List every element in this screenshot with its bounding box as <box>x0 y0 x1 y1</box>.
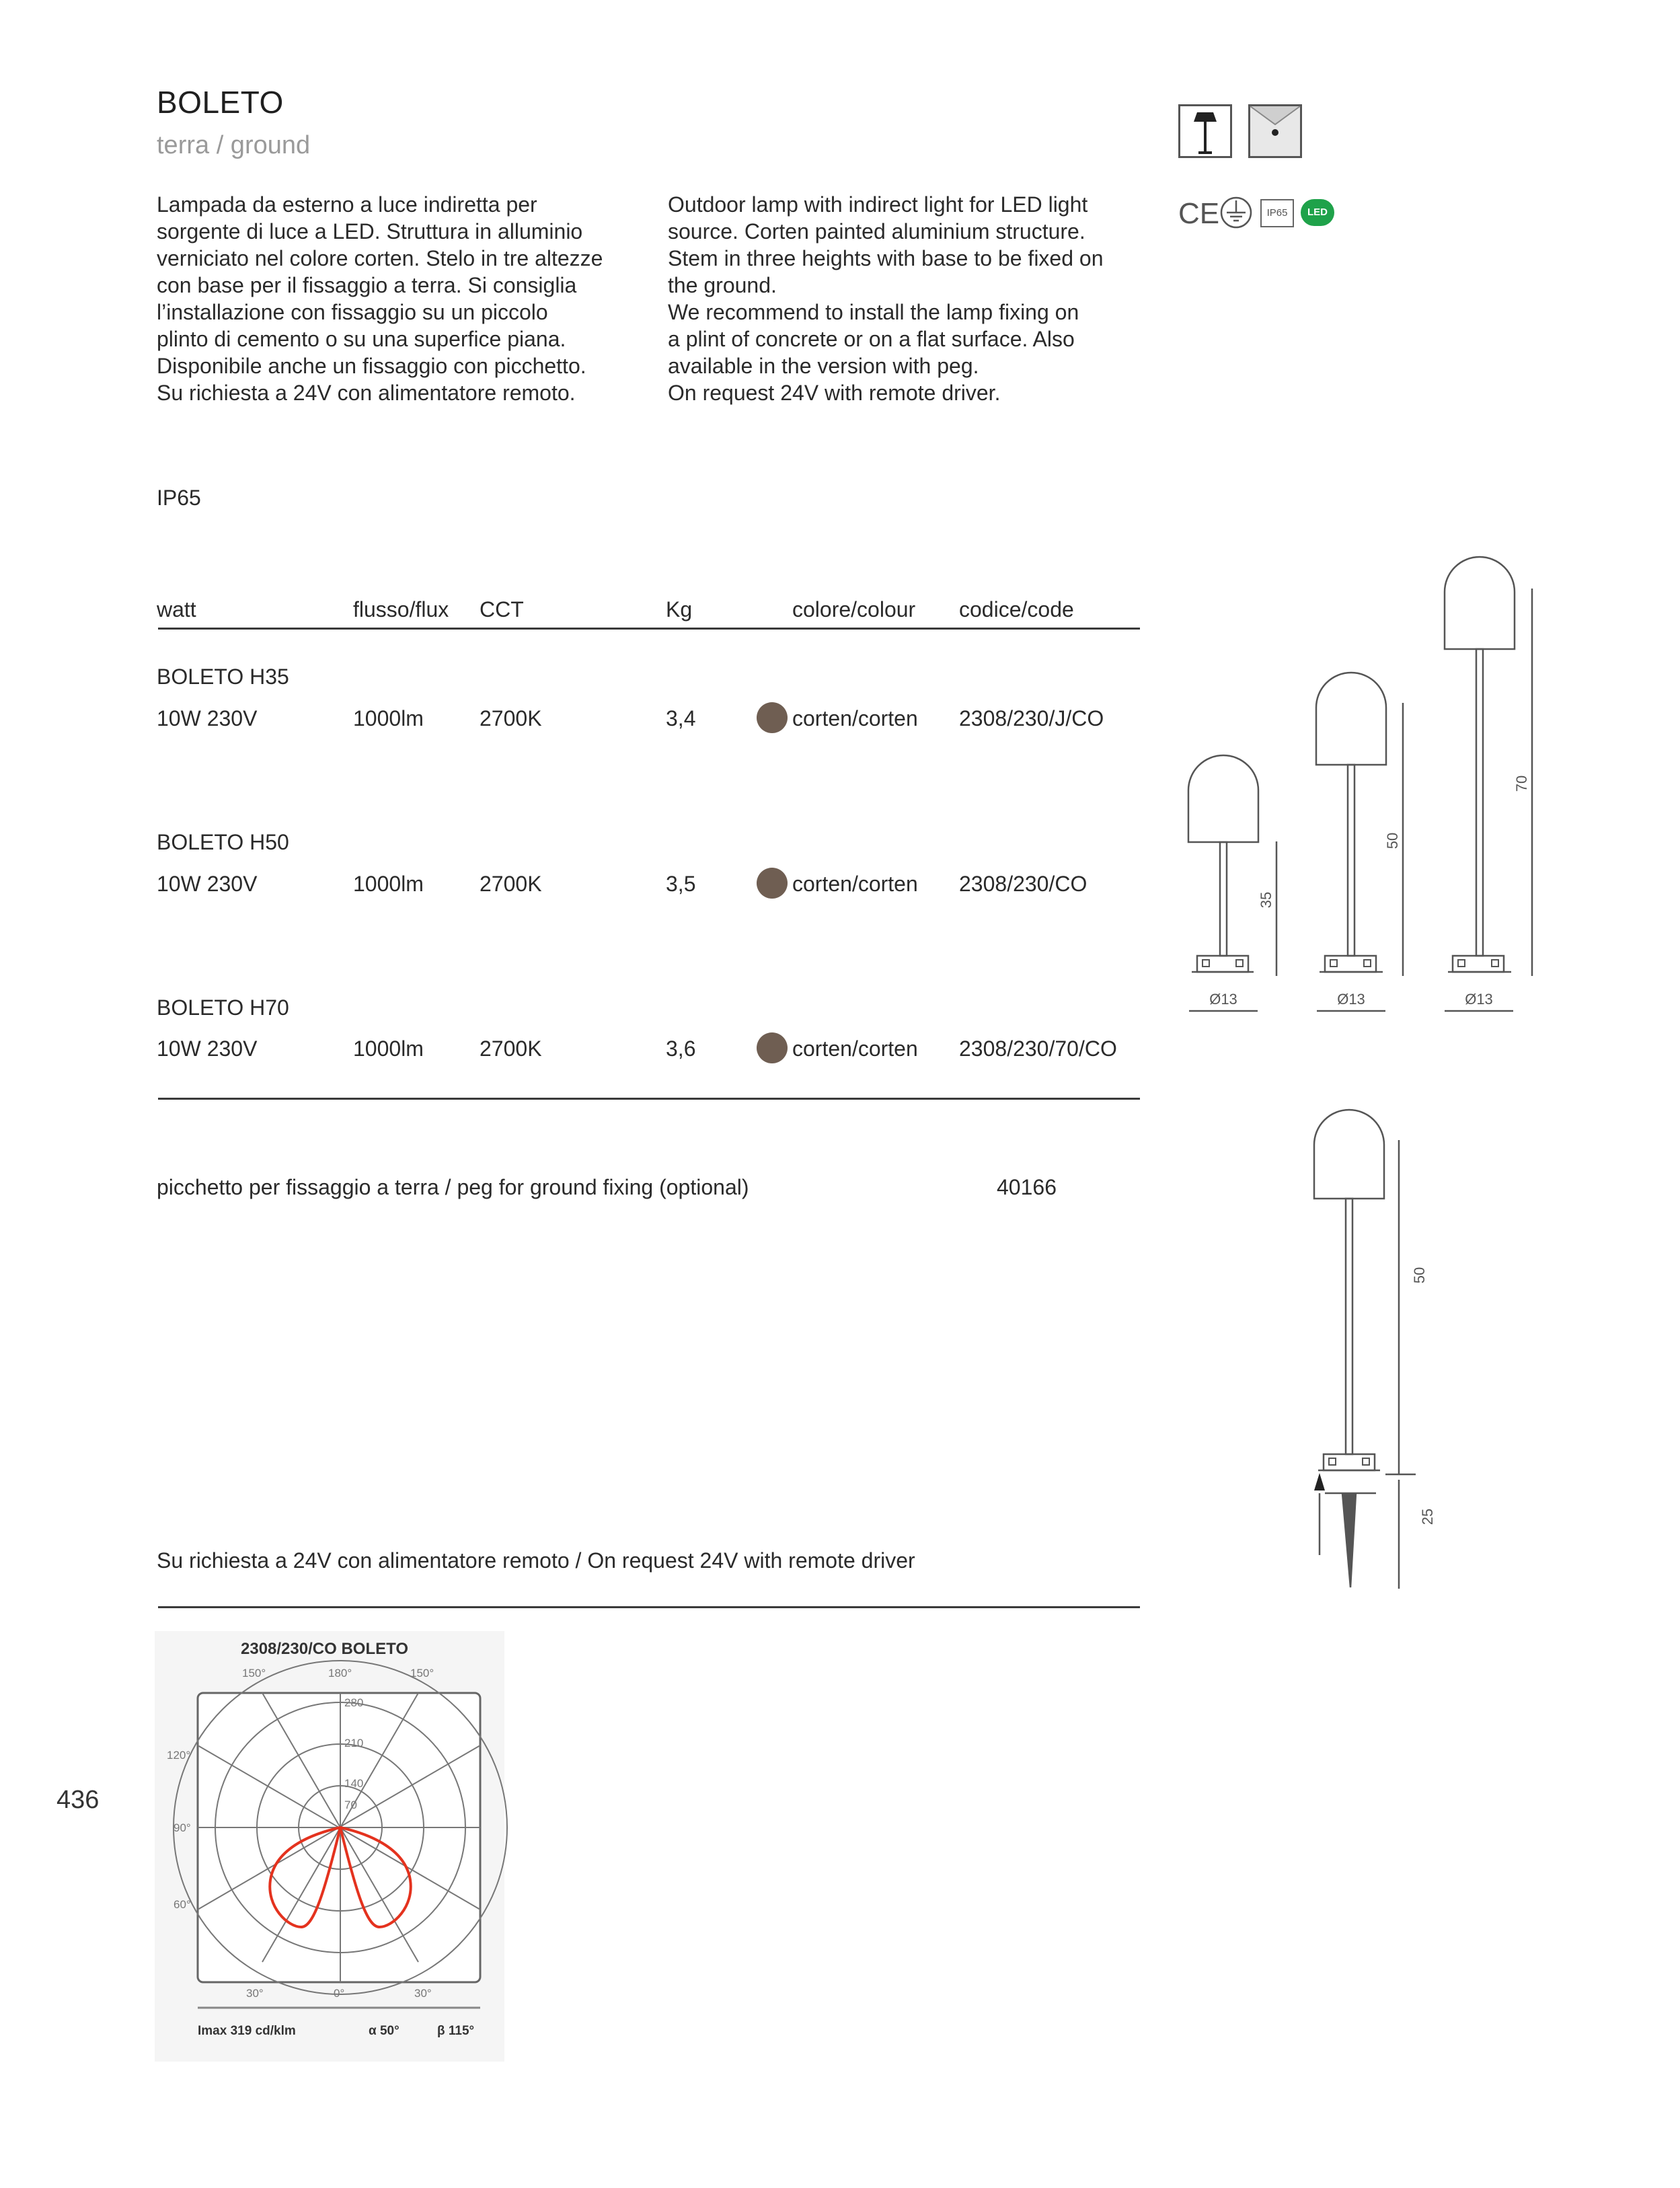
cell-cct: 2700K <box>480 706 542 730</box>
cell-code: 2308/230/J/CO <box>959 706 1104 730</box>
cell-colour: corten/corten <box>792 1036 918 1061</box>
angle-label: 180° <box>328 1667 352 1680</box>
note-divider <box>158 1606 1140 1608</box>
cell-colour: corten/corten <box>792 872 918 896</box>
peg-variant-drawing <box>1305 1130 1466 1594</box>
ip-rating: IP65 <box>157 486 201 510</box>
diameter-label: Ø13 <box>1209 991 1237 1008</box>
diameter-label: Ø13 <box>1465 991 1493 1008</box>
header-colour: colore/colour <box>792 597 916 621</box>
ce-mark-icon <box>1177 195 1220 233</box>
angle-label: 0° <box>334 1987 345 2000</box>
cell-watt: 10W 230V <box>157 1036 258 1061</box>
diameter-label: Ø13 <box>1337 991 1365 1008</box>
cell-code: 2308/230/70/CO <box>959 1036 1117 1061</box>
cell-code: 2308/230/CO <box>959 872 1087 896</box>
corten-colour-swatch <box>757 1032 788 1063</box>
group-name-h50: BOLETO H50 <box>157 830 289 854</box>
earth-ground-icon <box>1219 195 1254 230</box>
angle-label: 30° <box>414 1987 432 2000</box>
page-number: 436 <box>56 1786 100 1814</box>
radial-label: 280 <box>344 1696 364 1709</box>
radial-label: 70 <box>344 1799 357 1811</box>
accessory-code: 40166 <box>997 1175 1057 1199</box>
angle-label: 150° <box>410 1667 434 1680</box>
alpha-label: α 50° <box>369 2024 399 2038</box>
radial-label: 140 <box>344 1777 364 1790</box>
ip65-badge: IP65 <box>1260 199 1294 227</box>
remote-driver-note: Su richiesta a 24V con alimentatore remoto / On request 24V with remote driver <box>157 1548 915 1573</box>
angle-label: 30° <box>246 1987 264 2000</box>
header-watt: watt <box>157 597 196 621</box>
led-badge: LED <box>1301 199 1334 226</box>
photometric-diagram <box>155 1631 504 2062</box>
cell-cct: 2700K <box>480 1036 542 1061</box>
product-subtitle: terra / ground <box>157 131 311 159</box>
height-label-h50: 50 <box>1384 832 1401 850</box>
table-bottom-divider <box>158 1098 1140 1100</box>
angle-label: 150° <box>242 1667 266 1680</box>
angle-label: 120° <box>167 1749 191 1762</box>
group-name-h70: BOLETO H70 <box>157 995 289 1020</box>
floor-lamp-pictogram <box>1178 104 1232 158</box>
cell-colour: corten/corten <box>792 706 918 730</box>
accessory-label: picchetto per fissaggio a terra / peg for ground fixing (optional) <box>157 1175 749 1199</box>
cell-kg: 3,4 <box>666 706 696 730</box>
cell-flux: 1000lm <box>353 706 424 730</box>
svg-text:CE: CE <box>1178 197 1220 230</box>
corten-colour-swatch <box>757 868 788 899</box>
ground-mount-pictogram <box>1248 104 1302 158</box>
cell-watt: 10W 230V <box>157 706 258 730</box>
header-kg: Kg <box>666 597 693 621</box>
header-flux: flusso/flux <box>353 597 449 621</box>
radial-label: 210 <box>344 1737 364 1749</box>
angle-label: 60° <box>174 1898 191 1911</box>
cell-cct: 2700K <box>480 872 542 896</box>
height-variants-drawing <box>1170 578 1547 1022</box>
cell-kg: 3,5 <box>666 872 696 896</box>
imax-label: Imax 319 cd/klm <box>198 2024 296 2038</box>
cell-flux: 1000lm <box>353 1036 424 1061</box>
corten-colour-swatch <box>757 702 788 733</box>
peg-depth-label: 25 <box>1419 1508 1436 1525</box>
cell-watt: 10W 230V <box>157 872 258 896</box>
table-header-divider <box>158 628 1140 630</box>
description-italian: Lampada da esterno a luce indiretta per sorgente di luce a LED. Struttura in alluminio verniciato nel colore corten. Stelo in tre altezze con base per il fissaggio a terra. Si consiglia l’installazione con fissaggio su un piccolo plinto di cemento o su una superfice piana. Disponibile anche un fissaggio con picchetto. Su richiesta a 24V con alimentatore remoto. <box>157 192 603 405</box>
cell-kg: 3,6 <box>666 1036 696 1061</box>
angle-label: 90° <box>174 1821 191 1834</box>
header-cct: CCT <box>480 597 524 621</box>
header-code: codice/code <box>959 597 1074 621</box>
description-english: Outdoor lamp with indirect light for LED light source. Corten painted aluminium structure. Stem in three heights with base to be fixed on the ground. We recommend to install the lamp fixing on a plint of concrete or on a flat surface. Also available in the version with peg. On request 24V with remote driver. <box>668 192 1104 405</box>
group-name-h35: BOLETO H35 <box>157 665 289 689</box>
cell-flux: 1000lm <box>353 872 424 896</box>
beta-label: β 115° <box>437 2024 475 2038</box>
height-label-h70: 70 <box>1513 775 1530 792</box>
diagram-title: 2308/230/CO BOLETO <box>241 1640 408 1658</box>
peg-height-label: 50 <box>1411 1267 1428 1284</box>
height-label-h35: 35 <box>1258 891 1274 909</box>
product-title: BOLETO <box>157 85 284 120</box>
